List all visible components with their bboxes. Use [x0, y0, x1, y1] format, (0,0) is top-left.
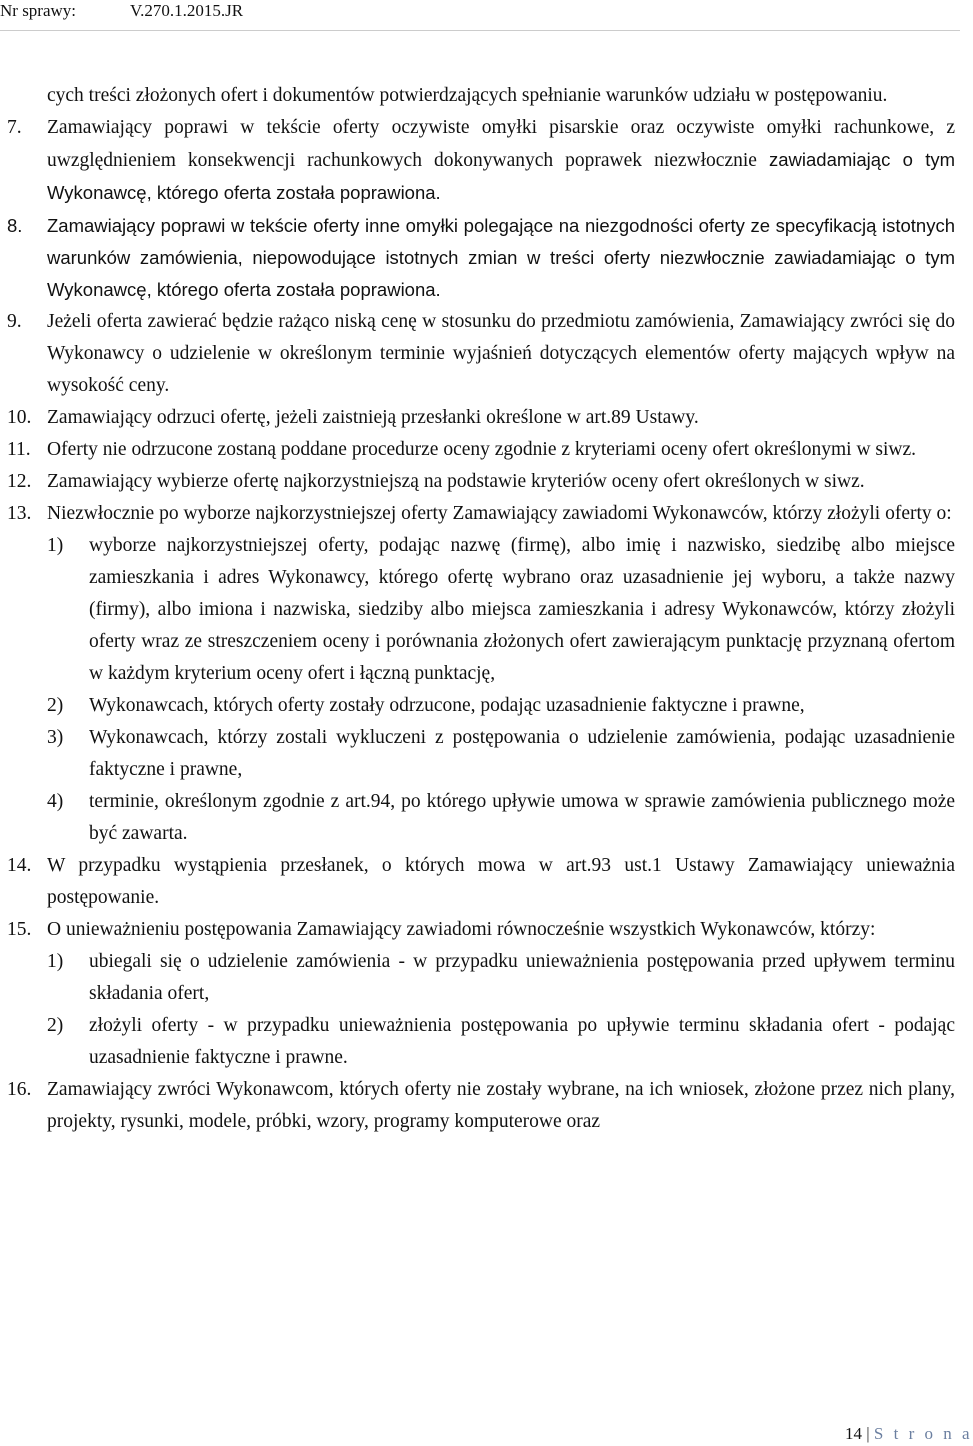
paragraph-text: W przypadku wystąpienia przesłanek, o których mowa w art.93 ust.1 Ustawy Zamawiający unieważnia postępowanie.: [47, 855, 955, 908]
paragraph-text: Niezwłocznie po wyborze najkorzystniejszej oferty Zamawiający zawiadomi Wykonawców, którzy złożyli oferty o:: [47, 503, 952, 524]
list-item-number: 2): [47, 695, 64, 716]
paragraph-continuation: cych treści złożonych ofert i dokumentów potwierdzających spełnianie warunków udziału w postępowaniu.: [47, 85, 888, 106]
paragraph-number: 7.: [7, 117, 22, 138]
list-item: [47, 530, 955, 690]
paragraph-text-sans: zawiadamiając o tym Wykonawcę, którego oferta została poprawiona.: [47, 149, 956, 203]
list-item-text: terminie, określonym zgodnie z art.94, po którego upływie umowa w sprawie zamówienia publicznego może być zawarta.: [89, 791, 955, 844]
list-item-number: 1): [47, 535, 64, 556]
paragraph-15: [7, 914, 955, 946]
list-item-number: 3): [47, 727, 64, 748]
list-item-number: 4): [47, 791, 64, 812]
paragraph-number: 15.: [7, 919, 32, 940]
paragraph-9: [7, 306, 955, 402]
paragraph-number: 14.: [7, 855, 32, 876]
page-footer: [845, 1424, 973, 1444]
paragraph-number: 13.: [7, 503, 32, 524]
paragraph-text: Zamawiający poprawi w tekście oferty inne omyłki polegające na niezgodności oferty ze specyfikacją istotnych warunków zamówienia, niepowodujące istotnych zmian w treści oferty niezwłocznie zawiadamiając o tym Wykonawcę, którego oferta została poprawiona.: [47, 215, 955, 300]
paragraph-13: [7, 498, 955, 530]
paragraph-11: [7, 434, 955, 466]
list-item-text: wyborze najkorzystniejszej oferty, podając nazwę (firmę), albo imię i nazwisko, siedzibę albo miejsce zamieszkania i adres Wykonawcy, którego ofertę wybrano oraz uzasadnienie jej wyboru, a także nazwy (firmy), albo imiona i nazwiska, siedziby albo miejsca zamieszkania i adresy Wykonawców, którzy złożyli oferty wraz ze streszczeniem oceny i porównania złożonych ofert zawierającym punktację przyznaną ofertom w każdym kryterium oceny ofert i łączną punktację,: [89, 535, 955, 684]
paragraph-text: Zamawiający poprawi w tekście oferty oczywiste omyłki pisarskie oraz oczywiste omyłki rachunkowe, z uwzględnieniem konsekwencji rachunkowych dokonywanych poprawek niezwłocznie: [47, 117, 955, 171]
paragraph-12: [7, 466, 955, 498]
list-item: [47, 1010, 955, 1074]
document-body: [7, 80, 956, 1138]
list-item-text: Wykonawcach, którzy zostali wykluczeni z postępowania o udzielenie zamówienia, podając uzasadnienie faktyczne i prawne,: [89, 727, 955, 780]
paragraph-number: 8.: [7, 215, 23, 236]
paragraph-10: [7, 402, 955, 434]
paragraph-text: Zamawiający wybierze ofertę najkorzystniejszą na podstawie kryteriów oceny ofert określonych w siwz.: [47, 471, 865, 492]
header-divider: [0, 30, 960, 31]
list-item-number: 2): [47, 1015, 64, 1036]
list-item: [47, 722, 955, 786]
paragraph-text: Zamawiający odrzuci ofertę, jeżeli zaistnieją przesłanki określone w art.89 Ustawy.: [47, 407, 699, 428]
page-label: S t r o n a: [873, 1424, 973, 1443]
case-number-value: V.270.1.2015.JR: [130, 1, 244, 20]
list-item: [47, 690, 955, 722]
list-item-text: ubiegali się o udzielenie zamówienia - w przypadku unieważnienia postępowania przed upływem terminu składania ofert,: [89, 951, 955, 1004]
list-item-number: 1): [47, 951, 64, 972]
paragraph-text: Oferty nie odrzucone zostaną poddane procedurze oceny zgodnie z kryteriami oceny ofert określonymi w siwz.: [47, 439, 917, 460]
paragraph-16: [7, 1074, 955, 1138]
paragraph-number: 10.: [7, 407, 32, 428]
paragraph-7: [7, 112, 956, 210]
case-number-label: Nr sprawy:: [0, 1, 77, 20]
paragraph-text: Jeżeli oferta zawierać będzie rażąco niską cenę w stosunku do przedmiotu zamówienia, Zamawiający zwróci się do Wykonawcy o udzielenie w określonym terminie wyjaśnień dotyczących elementów oferty mających wpływ na wysokość ceny.: [47, 311, 955, 396]
paragraph-text: O unieważnieniu postępowania Zamawiający zawiadomi równocześnie wszystkich Wykonawców, którzy:: [47, 919, 876, 940]
list-item-text: złożyli oferty - w przypadku unieważnienia postępowania po upływie terminu składania ofert - podając uzasadnienie faktyczne i prawne.: [89, 1015, 955, 1068]
paragraph-number: 11.: [7, 439, 31, 460]
page-separator: |: [866, 1424, 870, 1443]
paragraph-number: 12.: [7, 471, 32, 492]
page-number: 14: [845, 1424, 862, 1443]
list-item: [47, 946, 955, 1010]
list-item-text: Wykonawcach, których oferty zostały odrzucone, podając uzasadnienie faktyczne i prawne,: [89, 695, 805, 716]
paragraph-8: [7, 210, 955, 306]
list-item: [47, 786, 955, 850]
paragraph-number: 9.: [7, 311, 22, 332]
paragraph-text: Zamawiający zwróci Wykonawcom, których oferty nie zostały wybrane, na ich wniosek, złożone przez nich plany, projekty, rysunki, modele, próbki, wzory, programy komputerowe oraz: [47, 1079, 955, 1132]
paragraph-number: 16.: [7, 1079, 32, 1100]
document-header: [0, 0, 960, 26]
paragraph-14: [7, 850, 955, 914]
